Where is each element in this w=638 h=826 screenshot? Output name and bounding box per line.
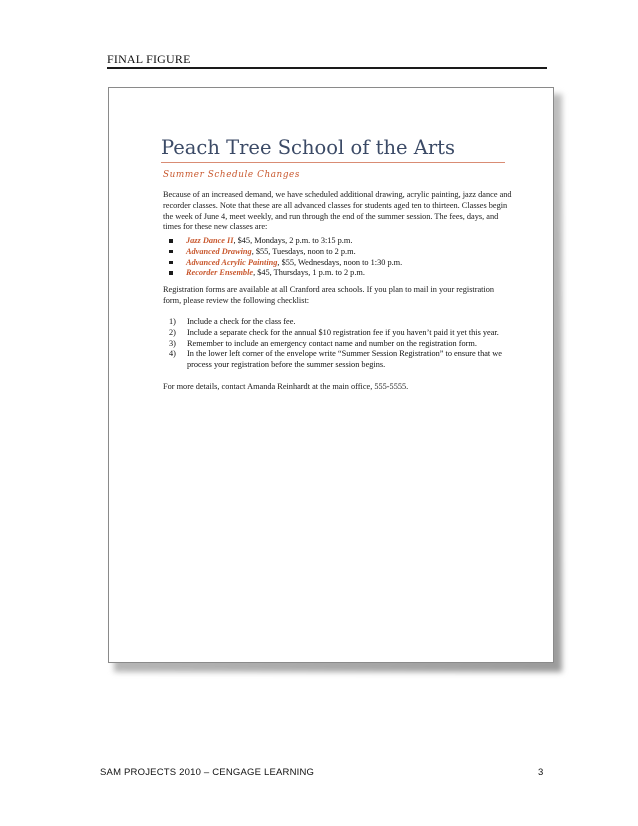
checklist-item xyxy=(169,328,509,339)
document-title: Peach Tree School of the Arts xyxy=(161,136,455,159)
document-subtitle: Summer Schedule Changes xyxy=(163,170,300,180)
class-name: Recorder Ensemble xyxy=(186,268,254,278)
checklist-item xyxy=(169,317,509,328)
class-details: , $55, Tuesdays, noon to 2 p.m. xyxy=(251,246,356,256)
checklist-item xyxy=(169,339,509,350)
class-details: , $45, Thursdays, 1 p.m. to 2 p.m. xyxy=(253,268,365,278)
checklist-number: 4) xyxy=(169,349,176,359)
header-title: FINAL FIGURE xyxy=(107,52,191,66)
class-item xyxy=(169,258,499,269)
checklist-number: 3) xyxy=(169,338,176,348)
checklist-text: Remember to include an emergency contact name and number on the registration form. xyxy=(187,338,477,348)
bullet-icon xyxy=(169,239,173,243)
intro-paragraph: Because of an increased demand, we have scheduled additional drawing, acrylic painting, jazz dance and recorder classes. Note that these are all advanced classes for students aged ten to thirteen. Classes begin the week of June 4, meet weekly, and run through the end of the summer session. The fees, days, and times for these new classes are: xyxy=(163,190,512,232)
class-item xyxy=(169,236,499,247)
class-name: Advanced Acrylic Painting xyxy=(186,257,278,267)
title-underline xyxy=(161,162,505,163)
class-name: Jazz Dance II xyxy=(186,236,234,245)
contact-paragraph: For more details, contact Amanda Reinhardt at the main office, 555-5555. xyxy=(163,382,409,391)
checklist-number: 2) xyxy=(169,327,176,337)
class-list xyxy=(169,236,499,279)
bullet-icon xyxy=(169,261,173,265)
class-item xyxy=(169,268,499,279)
checklist-text: Include a separate check for the annual $10 registration fee if you haven’t paid it yet this year. xyxy=(187,327,499,337)
checklist-item xyxy=(169,349,509,371)
checklist-number: 1) xyxy=(169,317,176,326)
checklist xyxy=(169,317,509,371)
header-rule xyxy=(107,67,547,69)
bullet-icon xyxy=(169,271,173,275)
class-details: , $45, Mondays, 2 p.m. to 3:15 p.m. xyxy=(233,236,353,245)
footer-label: SAM PROJECTS 2010 – CENGAGE LEARNING xyxy=(100,767,315,778)
checklist-text: In the lower left corner of the envelope write “Summer Session Registration” to ensure that we process your registration before the summer session begins. xyxy=(187,349,502,370)
class-name: Advanced Drawing xyxy=(186,246,252,256)
registration-paragraph: Registration forms are available at all Cranford area schools. If you plan to mail in your registration form, please review the following checklist: xyxy=(163,285,495,305)
document-page xyxy=(108,87,554,663)
page-number: 3 xyxy=(538,767,544,778)
bullet-icon xyxy=(169,250,173,254)
class-details: , $55, Wednesdays, noon to 1:30 p.m. xyxy=(277,257,403,267)
checklist-text: Include a check for the class fee. xyxy=(187,317,296,326)
class-item xyxy=(169,247,499,258)
